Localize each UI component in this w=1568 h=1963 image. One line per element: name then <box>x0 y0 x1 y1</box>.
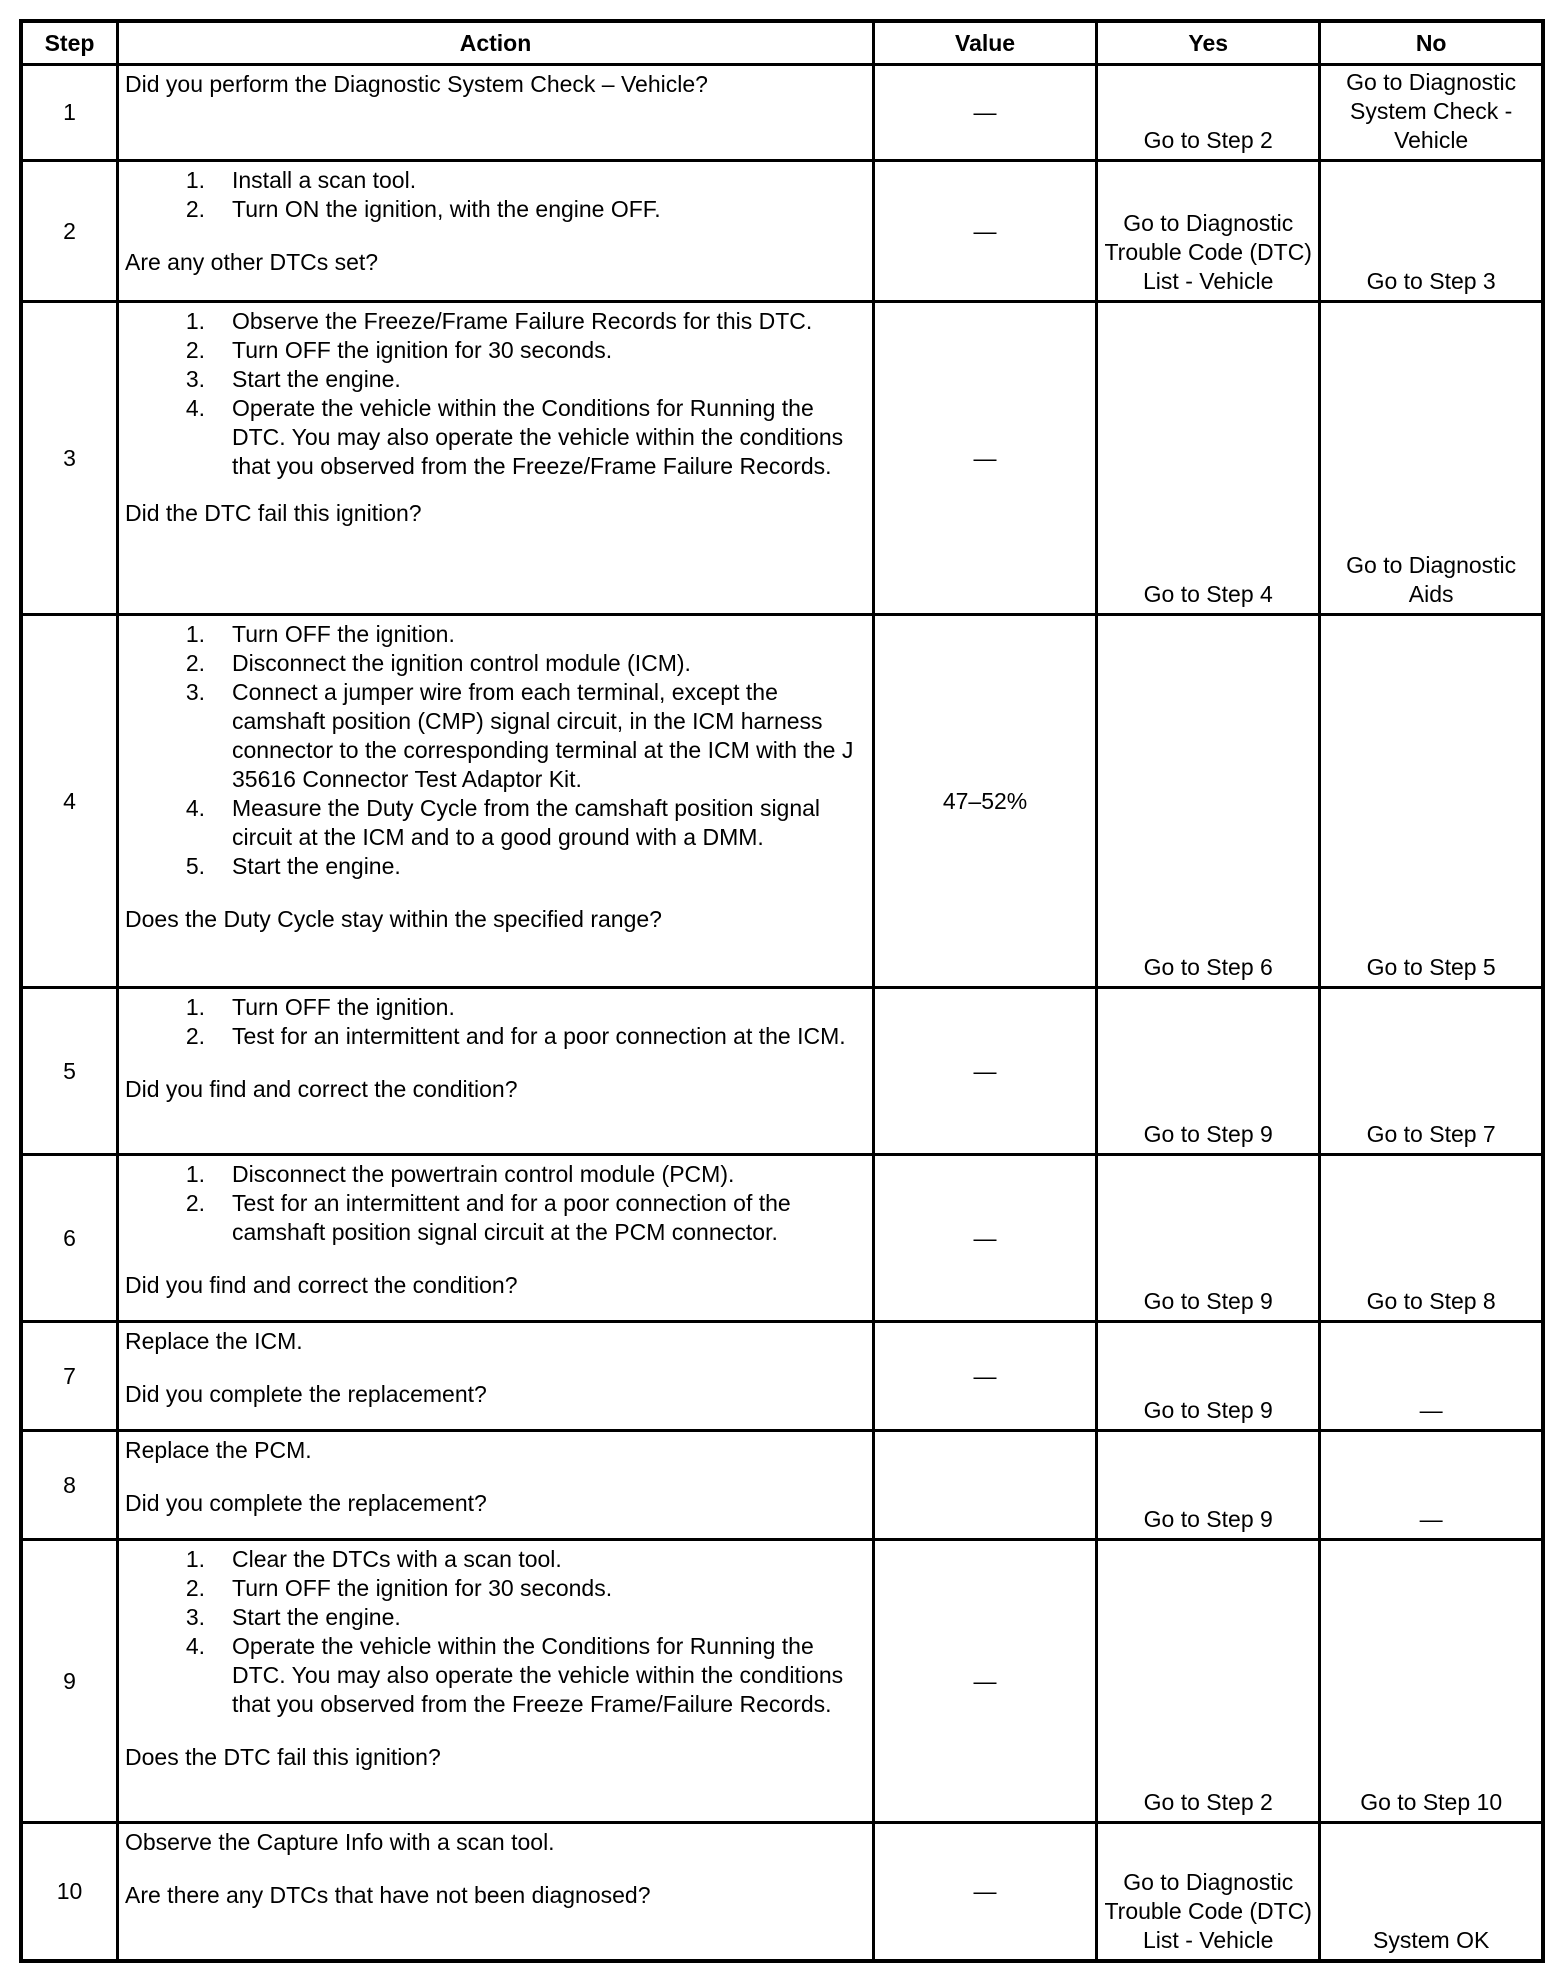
instruction-item <box>125 307 864 336</box>
instruction-number: 3. <box>185 679 205 705</box>
step-number: 7 <box>21 1322 118 1431</box>
header-step: Step <box>21 21 118 65</box>
spacer <box>125 1356 864 1380</box>
instruction-item <box>125 852 864 881</box>
action-intro: Observe the Capture Info with a scan tool. <box>125 1829 555 1855</box>
no-link[interactable]: Go to Step 8 <box>1320 1155 1543 1322</box>
instruction-item <box>125 620 864 649</box>
instruction-number: 2. <box>185 1190 205 1216</box>
action-question: Did you perform the Diagnostic System Check – Vehicle? <box>125 71 708 97</box>
no-link[interactable]: System OK <box>1320 1823 1543 1961</box>
table-row <box>21 161 1543 302</box>
instruction-number: 4. <box>185 795 205 821</box>
value-cell: — <box>873 1322 1096 1431</box>
instruction-text: Test for an intermittent and for a poor connection at the ICM. <box>232 1023 846 1049</box>
table-row <box>21 65 1543 161</box>
table-row <box>21 302 1543 615</box>
step-number: 5 <box>21 988 118 1155</box>
table-row <box>21 1322 1543 1431</box>
step-number: 6 <box>21 1155 118 1322</box>
instruction-text: Observe the Freeze/Frame Failure Records for this DTC. <box>232 308 813 334</box>
instruction-item <box>125 166 864 195</box>
step-number: 3 <box>21 302 118 615</box>
instruction-text: Turn OFF the ignition for 30 seconds. <box>232 1575 613 1601</box>
diagnostic-table-page <box>19 19 1545 1963</box>
no-link: — <box>1320 1322 1543 1431</box>
no-link[interactable]: Go to Diagnostic Aids <box>1320 302 1543 615</box>
step-number: 10 <box>21 1823 118 1961</box>
yes-link[interactable]: Go to Diagnostic Trouble Code (DTC) List - Vehicle <box>1097 161 1320 302</box>
action-cell <box>118 1155 874 1322</box>
action-question: Did you complete the replacement? <box>125 1490 487 1516</box>
no-link[interactable]: Go to Step 3 <box>1320 161 1543 302</box>
header-action: Action <box>118 21 874 65</box>
instruction-text: Turn OFF the ignition. <box>232 621 455 647</box>
instruction-text: Start the engine. <box>232 853 401 879</box>
step-number: 1 <box>21 65 118 161</box>
instruction-item <box>125 1603 864 1632</box>
yes-link[interactable]: Go to Step 2 <box>1097 65 1320 161</box>
table-body <box>21 65 1543 1961</box>
instruction-list <box>125 166 864 224</box>
instruction-number: 5. <box>185 853 205 879</box>
value-cell: — <box>873 1155 1096 1322</box>
instruction-number: 3. <box>185 366 205 392</box>
instruction-text: Turn OFF the ignition for 30 seconds. <box>232 337 613 363</box>
value-cell <box>873 1431 1096 1540</box>
action-question: Did the DTC fail this ignition? <box>125 500 422 526</box>
instruction-text: Turn ON the ignition, with the engine OFF. <box>232 196 661 222</box>
instruction-number: 1. <box>185 1546 205 1572</box>
instruction-list <box>125 620 864 881</box>
instruction-number: 1. <box>185 1161 205 1187</box>
yes-link[interactable]: Go to Step 6 <box>1097 615 1320 988</box>
instruction-number: 1. <box>185 621 205 647</box>
instruction-text: Measure the Duty Cycle from the camshaft position signal circuit at the ICM and to a good ground with a DMM. <box>232 795 821 850</box>
instruction-item <box>125 1545 864 1574</box>
action-question: Does the DTC fail this ignition? <box>125 1744 441 1770</box>
yes-link[interactable]: Go to Step 2 <box>1097 1540 1320 1823</box>
action-question: Did you find and correct the condition? <box>125 1272 518 1298</box>
action-question: Are there any DTCs that have not been diagnosed? <box>125 1882 651 1908</box>
action-question: Did you find and correct the condition? <box>125 1076 518 1102</box>
instruction-text: Disconnect the ignition control module (ICM). <box>232 650 691 676</box>
action-cell <box>118 302 874 615</box>
action-cell <box>118 1431 874 1540</box>
table-row <box>21 615 1543 988</box>
instruction-item <box>125 1574 864 1603</box>
instruction-list <box>125 993 864 1051</box>
instruction-number: 2. <box>185 1575 205 1601</box>
action-question: Did you complete the replacement? <box>125 1381 487 1407</box>
value-cell: 47–52% <box>873 615 1096 988</box>
spacer <box>125 224 864 248</box>
action-question: Does the Duty Cycle stay within the specified range? <box>125 906 662 932</box>
instruction-item <box>125 1189 864 1247</box>
instruction-number: 2. <box>185 650 205 676</box>
value-cell: — <box>873 65 1096 161</box>
spacer <box>125 1857 864 1881</box>
yes-link[interactable]: Go to Step 4 <box>1097 302 1320 615</box>
step-number: 9 <box>21 1540 118 1823</box>
spacer <box>125 1719 864 1743</box>
yes-link[interactable]: Go to Diagnostic Trouble Code (DTC) List - Vehicle <box>1097 1823 1320 1961</box>
action-cell <box>118 615 874 988</box>
instruction-text: Test for an intermittent and for a poor connection of the camshaft position signal circuit at the PCM connector. <box>232 1190 791 1245</box>
instruction-number: 2. <box>185 1023 205 1049</box>
action-cell <box>118 1322 874 1431</box>
action-cell <box>118 1540 874 1823</box>
instruction-item <box>125 195 864 224</box>
instruction-item <box>125 336 864 365</box>
instruction-text: Operate the vehicle within the Conditions for Running the DTC. You may also operate the vehicle within the conditions that you observed from the Freeze Frame/Failure Records. <box>232 1633 844 1717</box>
action-cell <box>118 1823 874 1961</box>
spacer <box>125 481 864 499</box>
action-cell <box>118 988 874 1155</box>
header-value: Value <box>873 21 1096 65</box>
no-link[interactable]: Go to Diagnostic System Check - Vehicle <box>1320 65 1543 161</box>
instruction-item <box>125 1160 864 1189</box>
instruction-list <box>125 1160 864 1247</box>
yes-link[interactable]: Go to Step 9 <box>1097 988 1320 1155</box>
instruction-item <box>125 794 864 852</box>
yes-link[interactable]: Go to Step 9 <box>1097 1155 1320 1322</box>
instruction-text: Connect a jumper wire from each terminal, except the camshaft position (CMP) signal circuit, in the ICM harness connector to the corresponding terminal at the ICM with the J 35616 Connector Test Adaptor Kit. <box>232 679 854 792</box>
instruction-item <box>125 993 864 1022</box>
action-intro: Replace the ICM. <box>125 1328 303 1354</box>
instruction-text: Start the engine. <box>232 1604 401 1630</box>
spacer <box>125 881 864 905</box>
header-no: No <box>1320 21 1543 65</box>
no-link[interactable]: Go to Step 5 <box>1320 615 1543 988</box>
instruction-list <box>125 1545 864 1719</box>
action-question: Are any other DTCs set? <box>125 249 379 275</box>
header-yes: Yes <box>1097 21 1320 65</box>
instruction-item <box>125 365 864 394</box>
instruction-number: 2. <box>185 196 205 222</box>
spacer <box>125 1465 864 1489</box>
spacer <box>125 1247 864 1271</box>
instruction-text: Disconnect the powertrain control module (PCM). <box>232 1161 735 1187</box>
table-row <box>21 1823 1543 1961</box>
step-number: 4 <box>21 615 118 988</box>
table-row <box>21 1431 1543 1540</box>
instruction-number: 3. <box>185 1604 205 1630</box>
table-row <box>21 1155 1543 1322</box>
instruction-item <box>125 394 864 481</box>
table-row <box>21 988 1543 1155</box>
action-cell <box>118 161 874 302</box>
instruction-text: Start the engine. <box>232 366 401 392</box>
value-cell: — <box>873 302 1096 615</box>
instruction-item <box>125 678 864 794</box>
value-cell: — <box>873 988 1096 1155</box>
value-cell: — <box>873 161 1096 302</box>
step-number: 8 <box>21 1431 118 1540</box>
instruction-text: Install a scan tool. <box>232 167 417 193</box>
instruction-list <box>125 307 864 481</box>
diagnostic-table <box>19 19 1545 1963</box>
table-row <box>21 1540 1543 1823</box>
step-number: 2 <box>21 161 118 302</box>
instruction-number: 4. <box>185 395 205 421</box>
value-cell: — <box>873 1540 1096 1823</box>
instruction-item <box>125 649 864 678</box>
instruction-number: 1. <box>185 994 205 1020</box>
instruction-item <box>125 1022 864 1051</box>
yes-link[interactable]: Go to Step 9 <box>1097 1431 1320 1540</box>
header-row <box>21 21 1543 65</box>
instruction-number: 2. <box>185 337 205 363</box>
instruction-number: 1. <box>185 167 205 193</box>
no-link: — <box>1320 1431 1543 1540</box>
action-cell <box>118 65 874 161</box>
instruction-text: Turn OFF the ignition. <box>232 994 455 1020</box>
instruction-text: Operate the vehicle within the Conditions for Running the DTC. You may also operate the vehicle within the conditions that you observed from the Freeze/Frame Failure Records. <box>232 395 844 479</box>
no-link[interactable]: Go to Step 7 <box>1320 988 1543 1155</box>
instruction-number: 1. <box>185 308 205 334</box>
instruction-item <box>125 1632 864 1719</box>
value-cell: — <box>873 1823 1096 1961</box>
action-intro: Replace the PCM. <box>125 1437 312 1463</box>
instruction-number: 4. <box>185 1633 205 1659</box>
no-link[interactable]: Go to Step 10 <box>1320 1540 1543 1823</box>
spacer <box>125 1051 864 1075</box>
yes-link[interactable]: Go to Step 9 <box>1097 1322 1320 1431</box>
instruction-text: Clear the DTCs with a scan tool. <box>232 1546 562 1572</box>
